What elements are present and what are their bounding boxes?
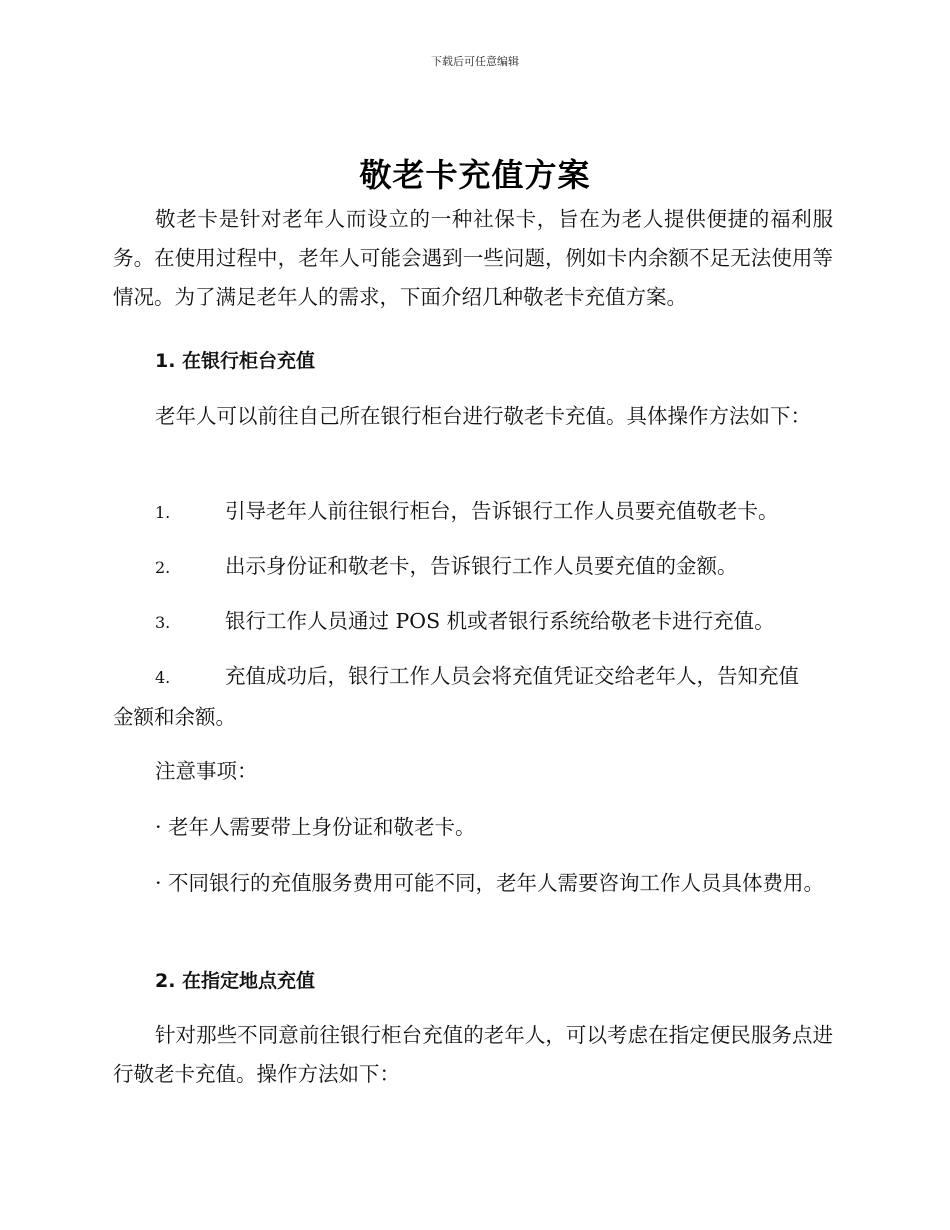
- step-text: 出示身份证和敬老卡，告诉银行工作人员要充值的金额。: [225, 554, 738, 578]
- section1-heading: 1. 在银行柜台充值: [155, 350, 316, 372]
- document-title: 敬老卡充值方案: [359, 156, 591, 194]
- intro-paragraph: 敬老卡是针对老年人而设立的一种社保卡，旨在为老人提供便捷的福利服务。在使用过程中，老年人可能会遇到一些问题，例如卡内余额不足无法使用等情况。为了满足老年人的需求，下面介绍几种敬老卡充值方案。: [113, 207, 833, 309]
- step-text-continuation: 金额和余额。: [113, 705, 236, 729]
- step-text: 引导老年人前往银行柜台，告诉银行工作人员要充值敬老卡。: [225, 499, 779, 523]
- step-number: 4.: [155, 668, 171, 687]
- section2-lead: 针对那些不同意前往银行柜台充值的老年人，可以考虑在指定便民服务点进行敬老卡充值。操作方法如下：: [113, 1023, 833, 1086]
- step-text: 充值成功后，银行工作人员会将充值凭证交给老年人，告知充值: [225, 664, 799, 688]
- section2-heading: 2. 在指定地点充值: [155, 970, 316, 992]
- section1-lead: 老年人可以前往自己所在银行柜台进行敬老卡充值。具体操作方法如下：: [155, 404, 811, 428]
- note-item: · 不同银行的充值服务费用可能不同，老年人需要咨询工作人员具体费用。: [155, 871, 825, 895]
- step-text: 银行工作人员通过 POS 机或者银行系统给敬老卡进行充值。: [225, 609, 775, 633]
- header-note: 下载后可任意编辑: [431, 55, 519, 68]
- notes-label: 注意事项：: [155, 759, 258, 783]
- step-number: 2.: [155, 558, 171, 577]
- step-number: 3.: [155, 613, 171, 632]
- note-item: · 老年人需要带上身份证和敬老卡。: [155, 815, 476, 839]
- step-number: 1.: [155, 503, 171, 522]
